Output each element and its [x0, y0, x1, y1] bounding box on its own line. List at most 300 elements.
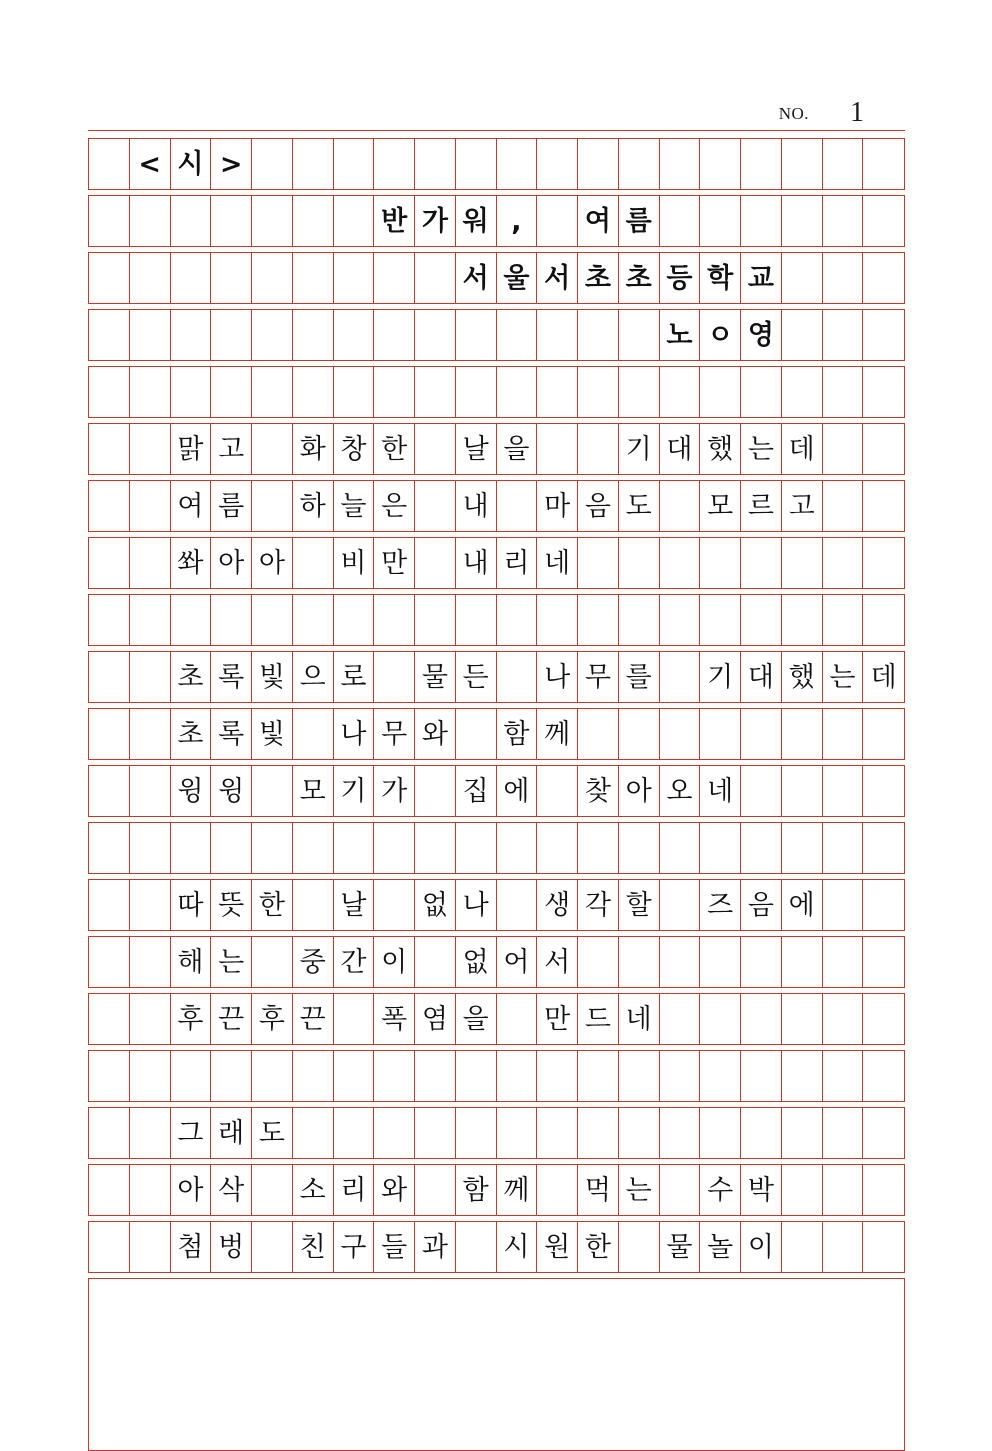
grid-cell[interactable] — [130, 196, 171, 246]
grid-cell[interactable] — [374, 367, 415, 417]
grid-cell[interactable] — [823, 310, 864, 360]
grid-cell[interactable] — [782, 367, 823, 417]
grid-cell[interactable] — [171, 1051, 212, 1101]
grid-cell[interactable] — [660, 538, 701, 588]
grid-cell[interactable] — [497, 310, 538, 360]
grid-cell[interactable]: 는 — [619, 1165, 660, 1215]
grid-cell[interactable]: 모 — [293, 766, 334, 816]
grid-cell[interactable] — [252, 367, 293, 417]
grid-cell[interactable] — [823, 823, 864, 873]
grid-cell[interactable]: 오 — [660, 766, 701, 816]
grid-cell[interactable]: 드 — [578, 994, 619, 1044]
grid-cell[interactable] — [619, 823, 660, 873]
grid-cell[interactable]: 한 — [252, 880, 293, 930]
grid-cell[interactable] — [741, 823, 782, 873]
grid-cell[interactable]: 에 — [497, 766, 538, 816]
grid-cell[interactable]: 과 — [415, 1222, 456, 1272]
grid-cell[interactable] — [619, 1051, 660, 1101]
grid-cell[interactable] — [211, 196, 252, 246]
grid-cell[interactable] — [89, 880, 130, 930]
grid-cell[interactable]: 와 — [374, 1165, 415, 1215]
grid-cell[interactable]: 해 — [171, 937, 212, 987]
grid-cell[interactable] — [456, 595, 497, 645]
grid-cell[interactable]: 초 — [171, 709, 212, 759]
grid-cell[interactable] — [334, 994, 375, 1044]
grid-cell[interactable] — [293, 595, 334, 645]
grid-cell[interactable] — [823, 196, 864, 246]
grid-cell[interactable] — [863, 139, 904, 189]
grid-cell[interactable] — [130, 652, 171, 702]
grid-cell[interactable]: 대 — [741, 652, 782, 702]
grid-cell[interactable]: 각 — [578, 880, 619, 930]
grid-cell[interactable]: 이 — [741, 1222, 782, 1272]
grid-cell[interactable]: 기 — [334, 766, 375, 816]
grid-cell[interactable] — [293, 1051, 334, 1101]
grid-cell[interactable]: 따 — [171, 880, 212, 930]
grid-cell[interactable] — [456, 1222, 497, 1272]
grid-cell[interactable]: 화 — [293, 424, 334, 474]
grid-cell[interactable] — [130, 994, 171, 1044]
grid-cell[interactable] — [660, 994, 701, 1044]
grid-cell[interactable]: 하 — [293, 481, 334, 531]
grid-cell[interactable] — [823, 595, 864, 645]
grid-cell[interactable] — [741, 994, 782, 1044]
grid-cell[interactable]: 으 — [293, 652, 334, 702]
grid-cell[interactable] — [130, 310, 171, 360]
grid-cell[interactable]: > — [211, 139, 252, 189]
grid-cell[interactable]: 했 — [700, 424, 741, 474]
grid-cell[interactable] — [456, 367, 497, 417]
grid-cell[interactable]: 늘 — [334, 481, 375, 531]
grid-cell[interactable] — [374, 1051, 415, 1101]
grid-cell[interactable]: 고 — [782, 481, 823, 531]
grid-cell[interactable] — [700, 595, 741, 645]
grid-cell[interactable] — [89, 709, 130, 759]
grid-cell[interactable] — [89, 766, 130, 816]
grid-cell[interactable] — [537, 367, 578, 417]
grid-cell[interactable] — [171, 595, 212, 645]
grid-cell[interactable]: 함 — [497, 709, 538, 759]
grid-cell[interactable]: 첨 — [171, 1222, 212, 1272]
grid-cell[interactable]: 즈 — [700, 880, 741, 930]
grid-cell[interactable]: , — [497, 196, 538, 246]
grid-cell[interactable] — [89, 1222, 130, 1272]
grid-cell[interactable]: 폭 — [374, 994, 415, 1044]
grid-cell[interactable]: 는 — [741, 424, 782, 474]
grid-cell[interactable] — [89, 1051, 130, 1101]
grid-cell[interactable] — [863, 310, 904, 360]
grid-cell[interactable] — [578, 139, 619, 189]
grid-cell[interactable]: 서 — [537, 937, 578, 987]
grid-cell[interactable] — [211, 367, 252, 417]
grid-cell[interactable] — [619, 310, 660, 360]
grid-cell[interactable] — [211, 823, 252, 873]
grid-cell[interactable] — [700, 367, 741, 417]
grid-cell[interactable]: 친 — [293, 1222, 334, 1272]
grid-cell[interactable]: 아 — [252, 538, 293, 588]
grid-cell[interactable]: 벙 — [211, 1222, 252, 1272]
grid-cell[interactable]: 을 — [456, 994, 497, 1044]
grid-cell[interactable] — [741, 196, 782, 246]
grid-cell[interactable]: 여 — [578, 196, 619, 246]
grid-cell[interactable] — [293, 367, 334, 417]
grid-cell[interactable]: 한 — [578, 1222, 619, 1272]
grid-cell[interactable] — [741, 139, 782, 189]
grid-cell[interactable]: 후 — [252, 994, 293, 1044]
grid-cell[interactable] — [415, 481, 456, 531]
grid-cell[interactable]: 모 — [700, 481, 741, 531]
grid-cell[interactable] — [415, 1051, 456, 1101]
grid-cell[interactable] — [252, 823, 293, 873]
grid-cell[interactable] — [171, 310, 212, 360]
grid-cell[interactable]: 초 — [619, 253, 660, 303]
grid-cell[interactable]: 반 — [374, 196, 415, 246]
grid-cell[interactable]: 를 — [619, 652, 660, 702]
grid-cell[interactable]: 기 — [619, 424, 660, 474]
grid-cell[interactable] — [660, 823, 701, 873]
grid-cell[interactable]: 삭 — [211, 1165, 252, 1215]
grid-cell[interactable] — [782, 253, 823, 303]
grid-cell[interactable] — [130, 880, 171, 930]
grid-cell[interactable] — [782, 937, 823, 987]
grid-cell[interactable] — [130, 595, 171, 645]
grid-cell[interactable] — [537, 1051, 578, 1101]
grid-cell[interactable]: 노 — [660, 310, 701, 360]
grid-cell[interactable]: 뜻 — [211, 880, 252, 930]
grid-cell[interactable] — [782, 1108, 823, 1158]
grid-cell[interactable]: 비 — [334, 538, 375, 588]
grid-cell[interactable]: 리 — [334, 1165, 375, 1215]
grid-cell[interactable] — [130, 253, 171, 303]
grid-cell[interactable] — [782, 196, 823, 246]
grid-cell[interactable] — [700, 1108, 741, 1158]
grid-cell[interactable] — [130, 1165, 171, 1215]
grid-cell[interactable]: 할 — [619, 880, 660, 930]
grid-cell[interactable] — [293, 823, 334, 873]
grid-cell[interactable] — [700, 139, 741, 189]
grid-cell[interactable] — [130, 424, 171, 474]
grid-cell[interactable] — [171, 196, 212, 246]
grid-cell[interactable]: 도 — [252, 1108, 293, 1158]
grid-cell[interactable]: 고 — [211, 424, 252, 474]
grid-cell[interactable] — [823, 937, 864, 987]
grid-cell[interactable] — [334, 196, 375, 246]
grid-cell[interactable]: 마 — [537, 481, 578, 531]
grid-cell[interactable] — [619, 1222, 660, 1272]
grid-cell[interactable] — [660, 139, 701, 189]
grid-cell[interactable] — [497, 595, 538, 645]
grid-cell[interactable]: 르 — [741, 481, 782, 531]
grid-cell[interactable] — [578, 538, 619, 588]
grid-cell[interactable] — [252, 1051, 293, 1101]
grid-cell[interactable] — [497, 367, 538, 417]
grid-cell[interactable] — [211, 310, 252, 360]
grid-cell[interactable] — [252, 766, 293, 816]
grid-cell[interactable] — [660, 481, 701, 531]
grid-cell[interactable]: 날 — [456, 424, 497, 474]
grid-cell[interactable] — [211, 253, 252, 303]
grid-cell[interactable] — [537, 823, 578, 873]
grid-cell[interactable]: 기 — [700, 652, 741, 702]
grid-cell[interactable] — [782, 310, 823, 360]
grid-cell[interactable]: 음 — [578, 481, 619, 531]
grid-cell[interactable] — [456, 1108, 497, 1158]
grid-cell[interactable] — [660, 1165, 701, 1215]
grid-cell[interactable] — [293, 709, 334, 759]
grid-cell[interactable] — [700, 994, 741, 1044]
grid-cell[interactable] — [660, 196, 701, 246]
grid-cell[interactable]: 시 — [171, 139, 212, 189]
grid-cell[interactable] — [741, 367, 782, 417]
grid-cell[interactable]: 울 — [497, 253, 538, 303]
grid-cell[interactable] — [252, 1222, 293, 1272]
grid-cell[interactable]: 내 — [456, 538, 497, 588]
grid-cell[interactable] — [578, 424, 619, 474]
grid-cell[interactable] — [823, 994, 864, 1044]
grid-cell[interactable]: 만 — [374, 538, 415, 588]
grid-cell[interactable]: 먹 — [578, 1165, 619, 1215]
grid-cell[interactable] — [741, 937, 782, 987]
grid-cell[interactable]: 맑 — [171, 424, 212, 474]
grid-cell[interactable]: 빛 — [252, 652, 293, 702]
grid-cell[interactable] — [374, 310, 415, 360]
grid-cell[interactable]: 도 — [619, 481, 660, 531]
grid-cell[interactable]: 한 — [374, 424, 415, 474]
grid-cell[interactable] — [415, 823, 456, 873]
grid-cell[interactable] — [863, 823, 904, 873]
grid-cell[interactable] — [252, 481, 293, 531]
grid-cell[interactable] — [863, 196, 904, 246]
grid-cell[interactable] — [823, 253, 864, 303]
grid-cell[interactable] — [252, 139, 293, 189]
grid-cell[interactable] — [89, 823, 130, 873]
grid-cell[interactable]: < — [130, 139, 171, 189]
grid-cell[interactable] — [415, 766, 456, 816]
grid-cell[interactable] — [823, 367, 864, 417]
grid-cell[interactable] — [89, 1165, 130, 1215]
grid-cell[interactable] — [619, 709, 660, 759]
grid-cell[interactable] — [537, 766, 578, 816]
grid-cell[interactable] — [293, 880, 334, 930]
grid-cell[interactable] — [619, 937, 660, 987]
grid-cell[interactable] — [130, 1108, 171, 1158]
grid-cell[interactable] — [578, 709, 619, 759]
grid-cell[interactable]: 는 — [823, 652, 864, 702]
grid-cell[interactable]: 아 — [619, 766, 660, 816]
grid-cell[interactable] — [660, 652, 701, 702]
grid-cell[interactable] — [334, 823, 375, 873]
grid-cell[interactable] — [89, 1108, 130, 1158]
grid-cell[interactable]: 든 — [456, 652, 497, 702]
grid-cell[interactable]: 생 — [537, 880, 578, 930]
grid-cell[interactable]: 음 — [741, 880, 782, 930]
grid-cell[interactable] — [660, 880, 701, 930]
grid-cell[interactable] — [578, 310, 619, 360]
grid-cell[interactable] — [252, 1165, 293, 1215]
grid-cell[interactable] — [823, 481, 864, 531]
grid-cell[interactable] — [782, 766, 823, 816]
grid-cell[interactable]: 학 — [700, 253, 741, 303]
grid-cell[interactable] — [130, 1051, 171, 1101]
grid-cell[interactable] — [863, 1165, 904, 1215]
grid-cell[interactable] — [863, 367, 904, 417]
grid-cell[interactable] — [863, 880, 904, 930]
grid-cell[interactable]: 에 — [782, 880, 823, 930]
grid-cell[interactable] — [415, 595, 456, 645]
grid-cell[interactable] — [741, 538, 782, 588]
grid-cell[interactable]: 무 — [374, 709, 415, 759]
grid-cell[interactable] — [497, 880, 538, 930]
grid-cell[interactable] — [497, 652, 538, 702]
grid-cell[interactable]: 쏴 — [171, 538, 212, 588]
grid-cell[interactable] — [700, 538, 741, 588]
grid-cell[interactable]: 이 — [374, 937, 415, 987]
grid-cell[interactable] — [211, 595, 252, 645]
grid-cell[interactable] — [700, 196, 741, 246]
grid-cell[interactable]: 윙 — [171, 766, 212, 816]
grid-cell[interactable] — [130, 823, 171, 873]
grid-cell[interactable] — [293, 139, 334, 189]
grid-cell[interactable] — [782, 709, 823, 759]
grid-cell[interactable]: 창 — [334, 424, 375, 474]
grid-cell[interactable] — [456, 139, 497, 189]
grid-cell[interactable] — [578, 367, 619, 417]
grid-cell[interactable] — [823, 1222, 864, 1272]
grid-cell[interactable] — [415, 424, 456, 474]
grid-cell[interactable] — [660, 595, 701, 645]
grid-cell[interactable] — [130, 709, 171, 759]
grid-cell[interactable] — [782, 595, 823, 645]
grid-cell[interactable] — [89, 424, 130, 474]
grid-cell[interactable] — [415, 1108, 456, 1158]
grid-cell[interactable] — [334, 1108, 375, 1158]
grid-cell[interactable] — [334, 310, 375, 360]
grid-cell[interactable] — [660, 1108, 701, 1158]
grid-cell[interactable] — [374, 595, 415, 645]
grid-cell[interactable]: 네 — [700, 766, 741, 816]
grid-cell[interactable] — [89, 481, 130, 531]
grid-cell[interactable]: 중 — [293, 937, 334, 987]
grid-cell[interactable]: 께 — [537, 709, 578, 759]
grid-cell[interactable]: 데 — [782, 424, 823, 474]
grid-cell[interactable] — [660, 1051, 701, 1101]
grid-cell[interactable]: 가 — [374, 766, 415, 816]
grid-cell[interactable] — [171, 823, 212, 873]
grid-cell[interactable]: 수 — [700, 1165, 741, 1215]
grid-cell[interactable]: 로 — [334, 652, 375, 702]
grid-cell[interactable] — [823, 709, 864, 759]
grid-cell[interactable]: 물 — [660, 1222, 701, 1272]
grid-cell[interactable] — [660, 367, 701, 417]
grid-cell[interactable] — [456, 1051, 497, 1101]
grid-cell[interactable]: 서 — [537, 253, 578, 303]
grid-cell[interactable] — [537, 196, 578, 246]
grid-cell[interactable]: 내 — [456, 481, 497, 531]
grid-cell[interactable] — [334, 367, 375, 417]
grid-cell[interactable]: 놀 — [700, 1222, 741, 1272]
grid-cell[interactable] — [415, 310, 456, 360]
grid-cell[interactable] — [619, 139, 660, 189]
grid-cell[interactable] — [823, 766, 864, 816]
grid-cell[interactable]: 그 — [171, 1108, 212, 1158]
grid-cell[interactable] — [456, 310, 497, 360]
grid-cell[interactable]: 구 — [334, 1222, 375, 1272]
grid-cell[interactable]: 원 — [537, 1222, 578, 1272]
grid-cell[interactable] — [89, 310, 130, 360]
grid-cell[interactable] — [700, 937, 741, 987]
grid-cell[interactable] — [415, 937, 456, 987]
grid-cell[interactable]: 아 — [211, 538, 252, 588]
grid-cell[interactable]: 끈 — [293, 994, 334, 1044]
grid-cell[interactable] — [537, 595, 578, 645]
grid-cell[interactable]: 염 — [415, 994, 456, 1044]
grid-cell[interactable] — [293, 196, 334, 246]
grid-cell[interactable] — [700, 1051, 741, 1101]
grid-cell[interactable]: 대 — [660, 424, 701, 474]
grid-cell[interactable] — [415, 367, 456, 417]
grid-cell[interactable] — [863, 481, 904, 531]
grid-cell[interactable]: 아 — [171, 1165, 212, 1215]
grid-cell[interactable] — [293, 253, 334, 303]
grid-cell[interactable] — [334, 595, 375, 645]
grid-cell[interactable] — [863, 1222, 904, 1272]
grid-cell[interactable] — [741, 1108, 782, 1158]
grid-cell[interactable]: 록 — [211, 709, 252, 759]
grid-cell[interactable] — [537, 1108, 578, 1158]
grid-cell[interactable] — [782, 823, 823, 873]
grid-cell[interactable] — [130, 367, 171, 417]
grid-cell[interactable]: ㅇ — [700, 310, 741, 360]
grid-cell[interactable] — [863, 1051, 904, 1101]
grid-cell[interactable] — [741, 709, 782, 759]
grid-cell[interactable]: 무 — [578, 652, 619, 702]
grid-cell[interactable]: 함 — [456, 1165, 497, 1215]
grid-cell[interactable] — [782, 1051, 823, 1101]
grid-cell[interactable]: 없 — [456, 937, 497, 987]
grid-cell[interactable]: 만 — [537, 994, 578, 1044]
grid-cell[interactable] — [497, 1108, 538, 1158]
grid-cell[interactable] — [252, 937, 293, 987]
grid-cell[interactable] — [374, 823, 415, 873]
grid-cell[interactable]: 은 — [374, 481, 415, 531]
grid-cell[interactable] — [374, 880, 415, 930]
grid-cell[interactable]: 등 — [660, 253, 701, 303]
grid-cell[interactable] — [741, 766, 782, 816]
grid-cell[interactable]: 가 — [415, 196, 456, 246]
grid-cell[interactable] — [252, 196, 293, 246]
grid-cell[interactable] — [782, 994, 823, 1044]
grid-cell[interactable]: 와 — [415, 709, 456, 759]
grid-cell[interactable] — [619, 367, 660, 417]
grid-cell[interactable] — [456, 709, 497, 759]
grid-cell[interactable]: 소 — [293, 1165, 334, 1215]
grid-cell[interactable]: 박 — [741, 1165, 782, 1215]
grid-cell[interactable] — [741, 595, 782, 645]
grid-cell[interactable]: 초 — [578, 253, 619, 303]
grid-cell[interactable] — [497, 139, 538, 189]
grid-cell[interactable] — [782, 139, 823, 189]
grid-cell[interactable] — [293, 538, 334, 588]
grid-cell[interactable] — [415, 538, 456, 588]
grid-cell[interactable] — [863, 709, 904, 759]
grid-cell[interactable] — [374, 1108, 415, 1158]
grid-cell[interactable] — [700, 709, 741, 759]
grid-cell[interactable] — [782, 1222, 823, 1272]
grid-cell[interactable] — [537, 1165, 578, 1215]
grid-cell[interactable] — [497, 1051, 538, 1101]
grid-cell[interactable]: 름 — [619, 196, 660, 246]
grid-cell[interactable] — [415, 253, 456, 303]
